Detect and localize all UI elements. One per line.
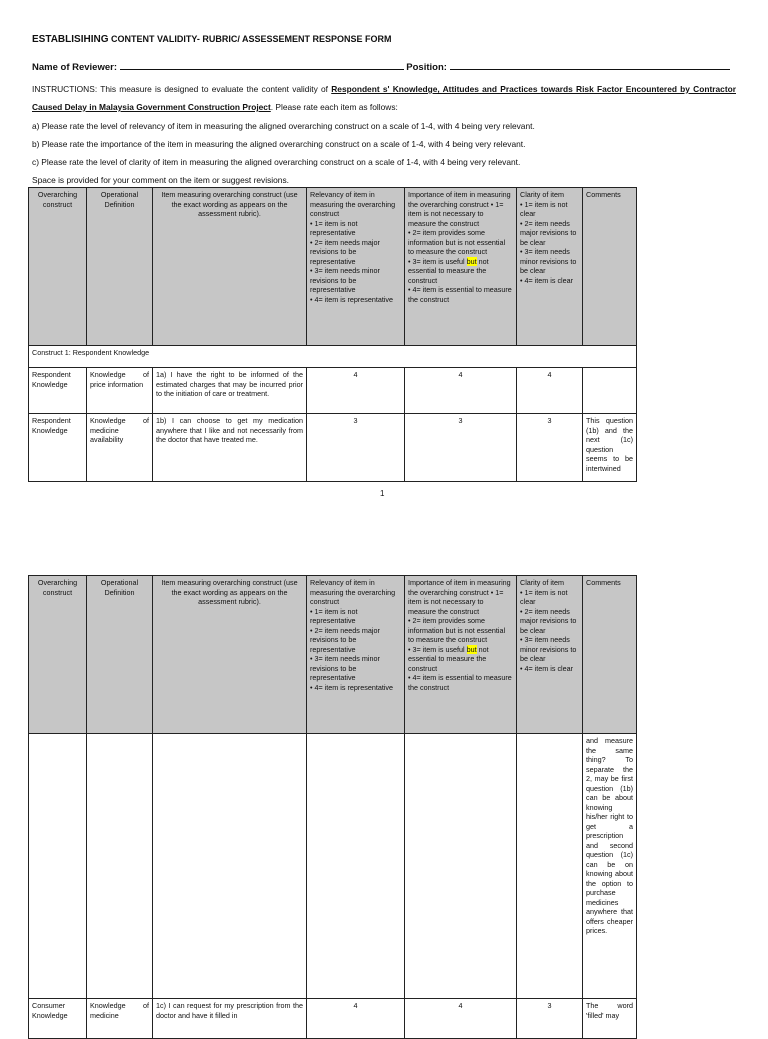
importance-scale-2: • 2= item provides some information but is not essential to measure the construct (408, 228, 506, 256)
relevancy-scale-1: • 1= item is not representative (310, 606, 358, 625)
header-operational: Operational Definition (87, 188, 153, 346)
relevancy-scale-4: • 4= item is representative (310, 294, 394, 304)
instructions-study-title: Respondent s' Knowledge, Attitudes and Practices towards Risk Factor Encountered by Contractor Caused Delay in Malaysia Government Construction Project (32, 84, 736, 112)
construct-label: Construct 1: Respondent Knowledge (29, 346, 637, 368)
cell-comments[interactable]: and measure the same thing? To separate the 2, may be first question (1b) can be about knowing his/her right to get a prescription and second question (1c) can be on knowing about the option to purchase medicines anywhere that offers cheaper prices. (583, 734, 637, 999)
table-header-row (29, 188, 637, 346)
header-item: Item measuring overarching construct (use the exact wording as appears on the assessment rubric). (153, 576, 307, 734)
clarity-scale-1: • 1= item is not clear (520, 587, 568, 606)
importance-3-start: • 3= item is useful (408, 644, 467, 654)
instruction-c: c) Please rate the level of clarity of item in measuring the aligned overarching construct on a scale of 1-4, with 4 being very relevant. (32, 157, 521, 167)
importance-scale-4: • 4= item is essential to measure the construct (408, 285, 512, 304)
cell-comments[interactable] (583, 368, 637, 414)
cell-clarity[interactable]: 4 (517, 368, 583, 414)
header-clarity (517, 188, 583, 346)
reviewer-name-field[interactable] (120, 60, 404, 70)
table-row (29, 368, 637, 414)
cell-relevancy[interactable]: 4 (307, 368, 405, 414)
importance-scale-4: • 4= item is essential to measure the construct (408, 673, 512, 692)
table-row (29, 414, 637, 482)
header-overarching: Overarching construct (29, 576, 87, 734)
rubric-table-1 (28, 187, 637, 482)
cell-clarity[interactable] (517, 734, 583, 999)
position-field[interactable] (450, 60, 730, 70)
form-title (32, 34, 392, 45)
cell-item: 1b) I can choose to get my medication anywhere that I like and not necessarily from the doctor that have treated me. (153, 414, 307, 482)
instruction-space: Space is provided for your comment on the item or suggest revisions. (32, 175, 289, 185)
highlighted-word: but (466, 644, 477, 654)
cell-comments[interactable]: The word 'filled' may (583, 999, 637, 1039)
cell-overarching: Consumer Knowledge (29, 999, 87, 1039)
relevancy-scale-3: • 3= item needs minor revisions to be representative (310, 654, 380, 682)
importance-3-end: not essential to measure the construct (408, 256, 489, 285)
relevancy-scale-4: • 4= item is representative (310, 682, 394, 692)
importance-scale-3 (408, 645, 513, 674)
header-importance (405, 576, 517, 734)
clarity-scale-2: • 2= item needs major revisions to be clear (520, 606, 577, 635)
reviewer-label: Name of Reviewer: (32, 62, 118, 73)
cell-clarity[interactable]: 3 (517, 414, 583, 482)
relevancy-scale-2: • 2= item needs major revisions to be representative (310, 625, 380, 654)
importance-scale-1: Importance of item in measuring the overarching construct • 1= item is not necessary to measure the construct (408, 578, 511, 616)
header-item: Item measuring overarching construct (use the exact wording as appears on the assessment rubric). (153, 188, 307, 346)
table-row (29, 999, 637, 1039)
instructions-intro: INSTRUCTIONS: This measure is designed to evaluate the content validity of (32, 84, 332, 94)
rubric-table-2 (28, 575, 637, 1039)
cell-item (153, 734, 307, 999)
header-comments: Comments (583, 576, 637, 734)
construct-row (29, 346, 637, 368)
cell-operational (87, 734, 153, 999)
clarity-scale-3: • 3= item needs minor revisions to be clear (520, 247, 577, 275)
clarity-title: Clarity of item (520, 578, 564, 587)
instructions-outro: . Please rate each item as follows: (270, 102, 398, 112)
title-prefix: ESTABLISIHING (32, 34, 109, 45)
cell-importance[interactable] (405, 734, 517, 999)
relevancy-scale-2: • 2= item needs major revisions to be representative (310, 237, 380, 266)
instruction-a: a) Please rate the level of relevancy of item in measuring the aligned overarching construct on a scale of 1-4, with 4 being very relevant. (32, 121, 535, 131)
importance-3-end: not essential to measure the construct (408, 644, 489, 673)
importance-3-start: • 3= item is useful (408, 256, 467, 266)
cell-item: 1a) I have the right to be informed of the estimated charges that may be incurred prior to the initiation of care or treatment. (153, 368, 307, 414)
position-label: Position: (406, 62, 447, 73)
importance-scale-2: • 2= item provides some information but is not essential to measure the construct (408, 616, 506, 644)
clarity-scale-3: • 3= item needs minor revisions to be clear (520, 635, 577, 663)
page-number: 1 (380, 489, 385, 498)
reviewer-line (32, 60, 736, 73)
header-relevancy (307, 188, 405, 346)
cell-item: 1c) I can request for my prescription from the doctor and have it filled in (153, 999, 307, 1039)
cell-overarching (29, 734, 87, 999)
instructions (32, 80, 736, 116)
cell-comments[interactable]: This question (1b) and the next (1c) question seems to be intertwined (583, 414, 637, 482)
importance-scale-3 (408, 257, 513, 286)
header-importance (405, 188, 517, 346)
clarity-scale-4: • 4= item is clear (520, 663, 574, 673)
importance-scale-1: Importance of item in measuring the overarching construct • 1= item is not necessary to measure the construct (408, 190, 511, 228)
cell-operational: Knowledge of price information (87, 368, 153, 414)
cell-clarity[interactable]: 3 (517, 999, 583, 1039)
highlighted-word: but (466, 256, 477, 266)
table-header-row (29, 576, 637, 734)
table-row-continuation (29, 734, 637, 999)
cell-relevancy[interactable]: 3 (307, 414, 405, 482)
cell-relevancy[interactable]: 4 (307, 999, 405, 1039)
clarity-title: Clarity of item (520, 190, 564, 199)
relevancy-scale-3: • 3= item needs minor revisions to be representative (310, 266, 380, 294)
header-comments: Comments (583, 188, 637, 346)
cell-operational: Knowledge of medicine availability (87, 414, 153, 482)
clarity-scale-2: • 2= item needs major revisions to be clear (520, 218, 577, 247)
relevancy-scale-1: • 1= item is not representative (310, 218, 358, 237)
relevancy-title: Relevancy of item in measuring the overarching construct (310, 190, 396, 218)
header-overarching: Overarching construct (29, 188, 87, 346)
clarity-scale-1: • 1= item is not clear (520, 199, 568, 218)
cell-operational: Knowledge of medicine (87, 999, 153, 1039)
cell-overarching: Respondent Knowledge (29, 414, 87, 482)
header-relevancy (307, 576, 405, 734)
header-clarity (517, 576, 583, 734)
instruction-b: b) Please rate the importance of the item in measuring the aligned overarching construct on a scale of 1-4, with 4 being very relevant. (32, 139, 526, 149)
header-operational: Operational Definition (87, 576, 153, 734)
title-rest: CONTENT VALIDITY- RUBRIC/ ASSESSEMENT RESPONSE FORM (108, 34, 392, 44)
clarity-scale-4: • 4= item is clear (520, 275, 574, 285)
cell-importance[interactable]: 4 (405, 999, 517, 1039)
cell-relevancy[interactable] (307, 734, 405, 999)
cell-importance[interactable]: 3 (405, 414, 517, 482)
cell-overarching: Respondent Knowledge (29, 368, 87, 414)
relevancy-title: Relevancy of item in measuring the overarching construct (310, 578, 396, 606)
cell-importance[interactable]: 4 (405, 368, 517, 414)
